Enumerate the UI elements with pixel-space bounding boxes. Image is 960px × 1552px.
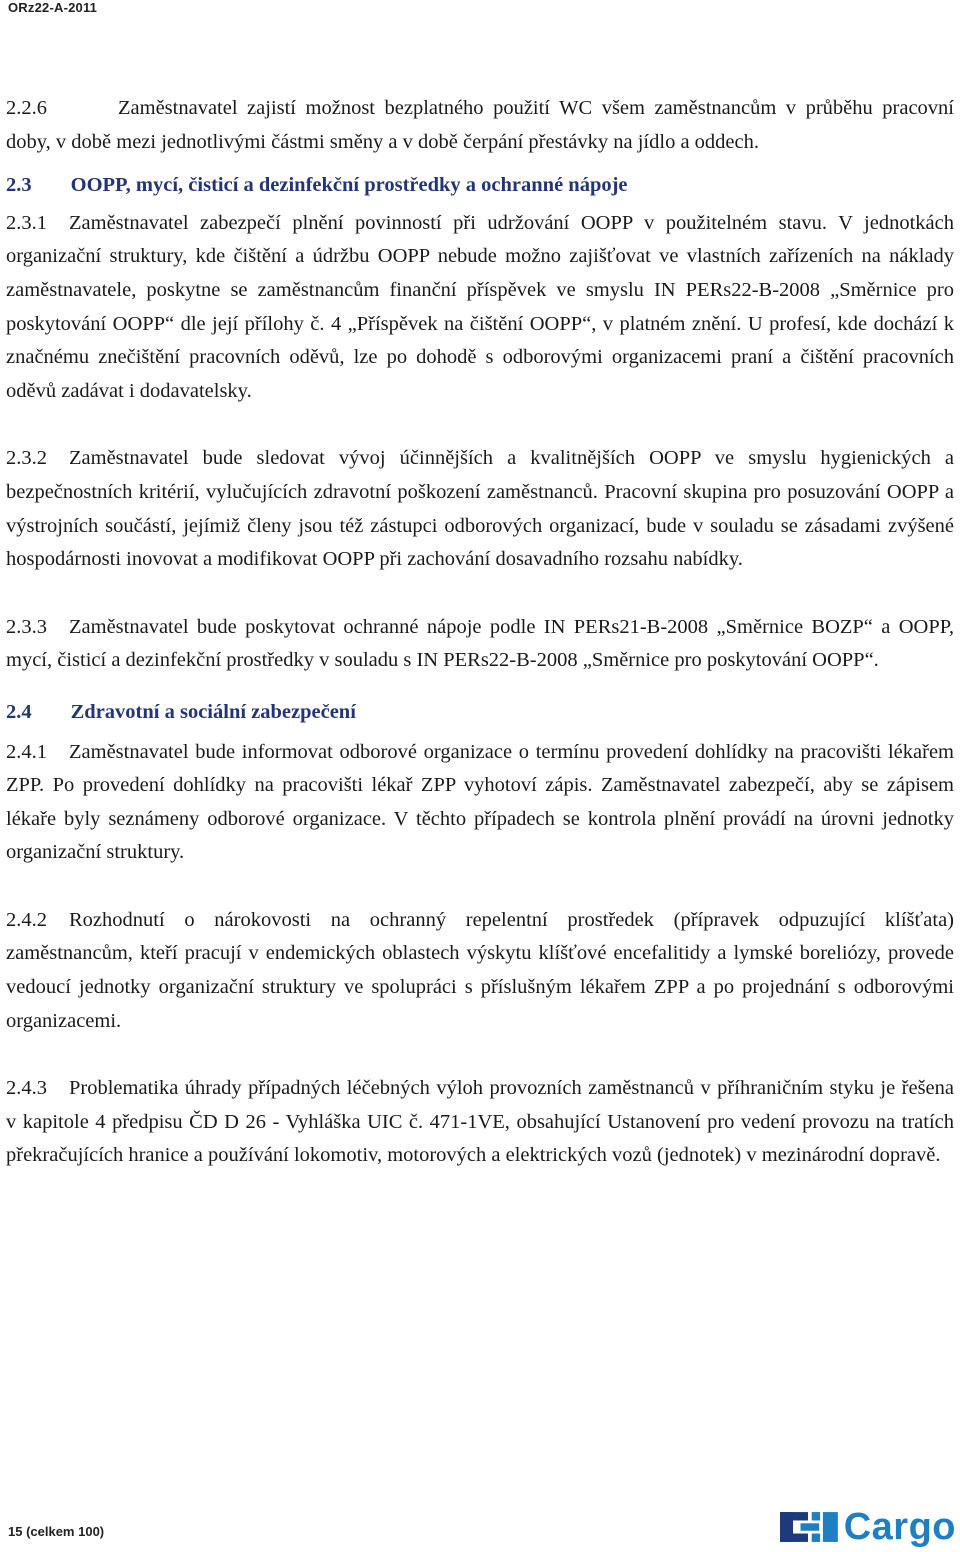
cd-cargo-logo <box>780 1505 956 1549</box>
section-text: Zaměstnavatel zabezpečí plnění povinností při udržování OOPP v použitelném stavu. V jednotkách organizační struktury, kde čištění a údržbu OOPP nebude možno zajišťovat ve vlastních zařízeních na náklady zaměstnavatele, poskytne se zaměstnancům finanční příspěvek ve smyslu IN PERs22-B-2008 „Směrnice pro poskytování OOPP“ dle její přílohy č. 4 „Příspěvek na čištění OOPP“, v platném znění. U profesí, kde dochází k značnému znečištění pracovních oděvů, lze po dohodě s odborovými organizacemi praní a čištění pracovních oděvů zadávat i dodavatelsky. <box>6 211 954 402</box>
heading-title: Zdravotní a sociální zabezpečení <box>70 700 356 723</box>
cd-logo-icon <box>780 1507 840 1547</box>
section-2-3-1 <box>6 207 954 409</box>
section-number: 2.3.1 <box>6 211 47 234</box>
section-text: Zaměstnavatel bude sledovat vývoj účinnějších a kvalitnějších OOPP ve smyslu hygienických a bezpečnostních kritérií, vylučujících zdravotní poškození zaměstnanců. Pracovní skupina pro posuzování OOPP a výstrojních součástí, jejímiž členy jsou též zástupci odborových organizací, bude v souladu se zásadami zvýšené hospodárnosti inovovat a modifikovat OOPP při zachování dosavadního rozsahu nabídky. <box>6 447 954 571</box>
heading-2-4 <box>6 696 954 730</box>
section-number: 2.3.3 <box>6 615 47 638</box>
page-number: 15 (celkem 100) <box>8 1524 105 1539</box>
section-2-3-3 <box>6 611 954 678</box>
section-2-4-2 <box>6 904 954 1038</box>
heading-2-3 <box>6 169 954 203</box>
logo-wordmark: Cargo <box>843 1506 956 1548</box>
heading-title: OOPP, mycí, čisticí a dezinfekční prostředky a ochranné nápoje <box>70 174 628 197</box>
section-number: 2.4.3 <box>6 1077 47 1100</box>
section-number: 2.4.2 <box>6 908 47 931</box>
section-2-3-2 <box>6 442 954 576</box>
document-code: ORz22-A-2011 <box>8 0 98 15</box>
section-text: Rozhodnutí o nárokovosti na ochranný repelentní prostředek (přípravek odpuzující klíšťata) zaměstnancům, kteří pracují v endemických oblastech výskytu klíšťové encefalitidy a lymské boreliózy, provede vedoucí jednotky organizační struktury ve spolupráci s příslušným lékařem ZPP a po projednání s odborovými organizacemi. <box>6 908 954 1032</box>
document-body <box>6 92 954 1173</box>
section-text: Zaměstnavatel bude poskytovat ochranné nápoje podle IN PERs21-B-2008 „Směrnice BOZP“ a OOPP, mycí, čisticí a dezinfekční prostředky v souladu s IN PERs22-B-2008 „Směrnice pro poskytování OOPP“. <box>6 615 954 672</box>
heading-number: 2.4 <box>6 700 32 723</box>
section-text: Zaměstnavatel bude informovat odborové organizace o termínu provedení dohlídky na pracovišti lékařem ZPP. Po provedení dohlídky na pracovišti lékař ZPP vyhotoví zápis. Zaměstnavatel zabezpečí, aby se zápisem lékaře byly seznámeny odborové organizace. V těchto případech se kontrola plnění provádí na úrovni jednotky organizační struktury. <box>6 740 954 864</box>
section-text: Problematika úhrady případných léčebných výloh provozních zaměstnanců v příhraničním styku je řešena v kapitole 4 předpisu ČD D 26 - Vyhláška UIC č. 471-1VE, obsahující Ustanovení pro vedení provozu na tratích překračujících hranice a používání lokomotiv, motorových a elektrických vozů (jednotek) v mezinárodní dopravě. <box>6 1077 954 1167</box>
section-number: 2.2.6 <box>6 97 47 119</box>
section-2-2-6 <box>6 92 954 159</box>
section-2-4-3 <box>6 1072 954 1173</box>
section-number: 2.3.2 <box>6 447 47 470</box>
section-2-4-1 <box>6 736 954 870</box>
section-text: Zaměstnavatel zajistí možnost bezplatného použití WC všem zaměstnancům v průběhu pracovní doby, v době mezi jednotlivými částmi směny a v době čerpání přestávky na jídlo a oddech. <box>6 97 954 153</box>
heading-number: 2.3 <box>6 174 32 197</box>
section-number: 2.4.1 <box>6 740 47 763</box>
